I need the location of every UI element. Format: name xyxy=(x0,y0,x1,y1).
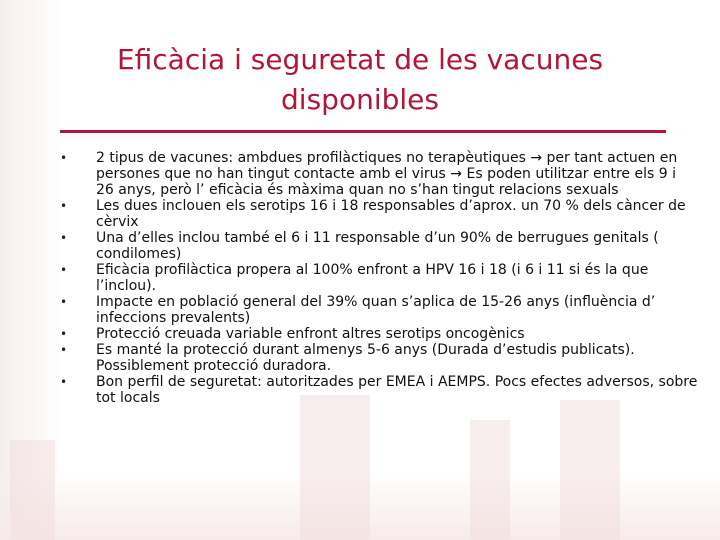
bullet-list xyxy=(58,150,698,406)
bullet-icon: • xyxy=(60,295,68,309)
bullet-item xyxy=(58,150,698,198)
bullet-icon: • xyxy=(60,327,68,341)
title-underline xyxy=(60,130,666,133)
bullet-text: 2 tipus de vacunes: ambdues profilàctiques no terapèutiques → per tant actuen en persones que no han tingut contacte amb el virus → Es poden utilitzar entre els 9 i 26 anys, però l’ eficàcia és màxima quan no s’han tingut relacions sexuals xyxy=(96,150,678,198)
bullet-item xyxy=(58,230,698,262)
bullet-text: Les dues inclouen els serotips 16 i 18 responsables d’aprox. un 70 % dels càncer de cèrvix xyxy=(96,198,686,230)
slide-title xyxy=(60,40,660,120)
bullet-item xyxy=(58,198,698,230)
bullet-item xyxy=(58,262,698,294)
slide-title-line2: disponibles xyxy=(281,83,439,116)
bullet-item xyxy=(58,294,698,326)
watermark-shape xyxy=(300,395,370,540)
bullet-text: Impacte en població general del 39% quan s’aplica de 15-26 anys (influència d’ infeccions prevalents) xyxy=(96,294,656,326)
slide-title-line1: Eficàcia i seguretat de les vacunes xyxy=(116,43,604,76)
watermark-shape xyxy=(10,440,55,540)
bullet-icon: • xyxy=(60,375,68,389)
bullet-text: Eficàcia profilàctica propera al 100% enfront a HPV 16 i 18 (i 6 i 11 si és la que l’inclou). xyxy=(96,262,649,294)
watermark-shape xyxy=(470,420,510,540)
bullet-icon: • xyxy=(60,343,68,357)
bullet-text: Protecció creuada variable enfront altres serotips oncogènics xyxy=(96,326,525,342)
bullet-icon: • xyxy=(60,231,68,245)
bullet-item xyxy=(58,374,698,406)
bullet-text: Bon perfil de seguretat: autoritzades per EMEA i AEMPS. Pocs efectes adversos, sobre tot locals xyxy=(96,374,698,406)
bullet-item xyxy=(58,342,698,374)
bullet-text: Una d’elles inclou també el 6 i 11 responsable d’un 90% de berrugues genitals ( condilomes) xyxy=(96,230,659,262)
bullet-icon: • xyxy=(60,199,68,213)
watermark-shape xyxy=(560,400,620,540)
bullet-icon: • xyxy=(60,263,68,277)
bullet-text: Es manté la protecció durant almenys 5-6 anys (Durada d’estudis publicats). Possiblement protecció duradora. xyxy=(96,342,635,374)
bullet-icon: • xyxy=(60,151,68,165)
bullet-item xyxy=(58,326,698,342)
